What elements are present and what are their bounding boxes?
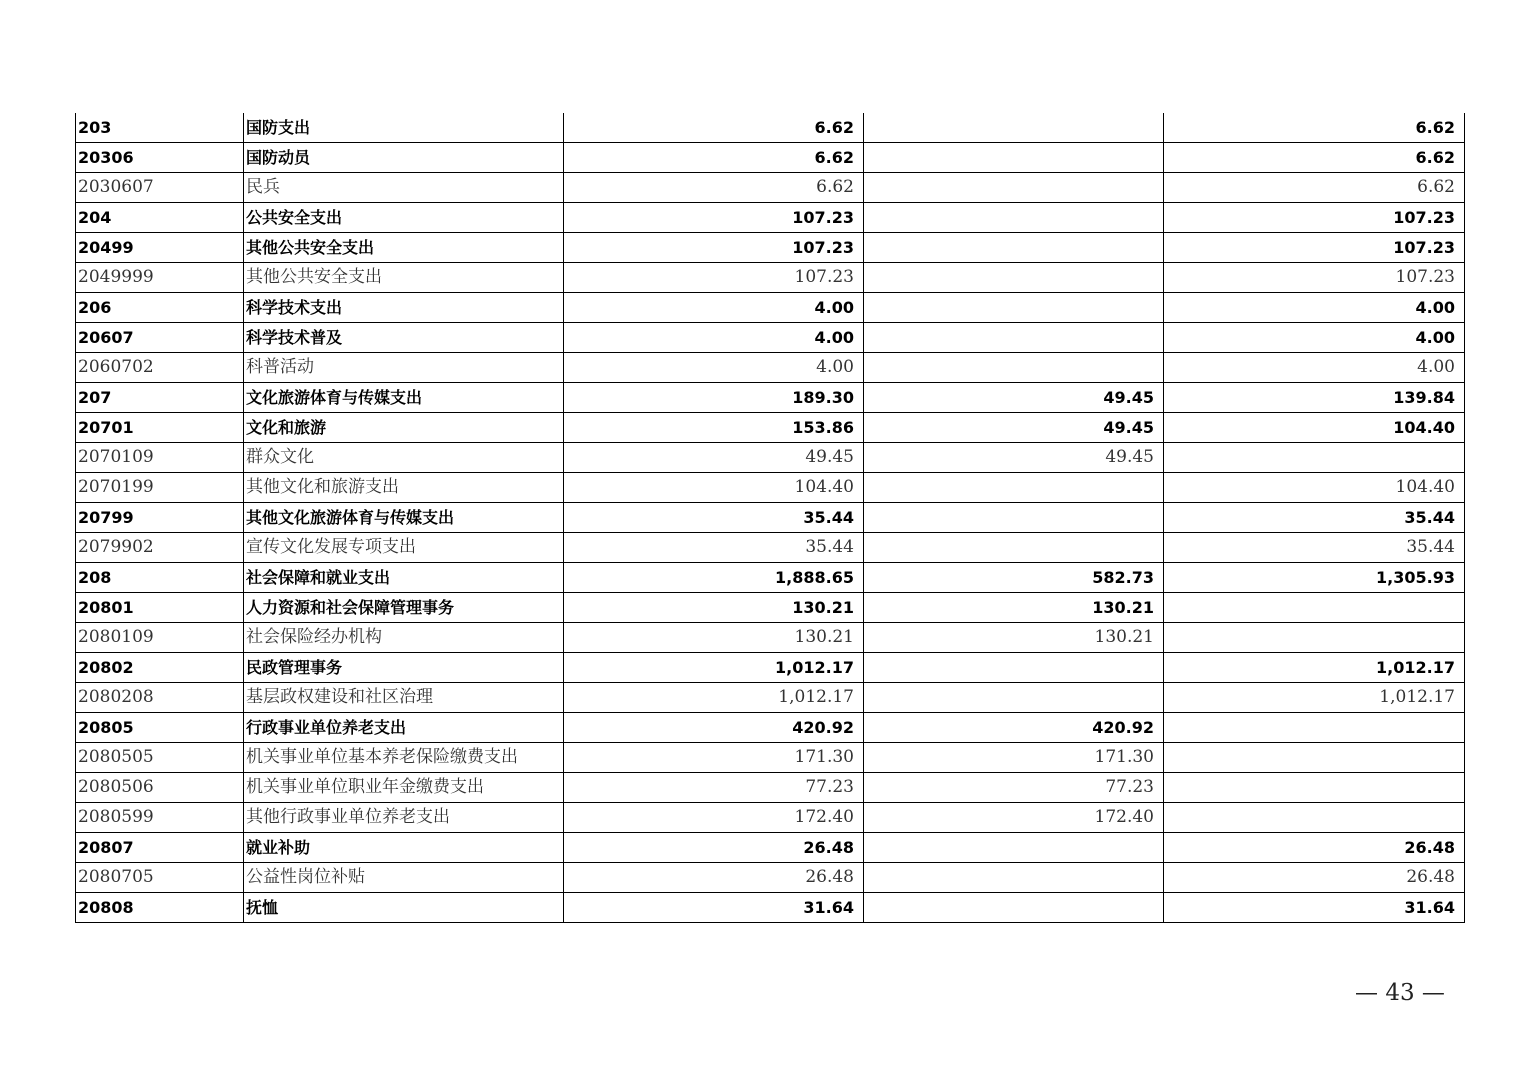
table-row bbox=[76, 593, 1465, 623]
cell-basic-expenditure: 77.23 bbox=[864, 773, 1164, 803]
cell-item-name: 国防动员 bbox=[244, 143, 564, 173]
cell-basic-expenditure bbox=[864, 113, 1164, 143]
cell-basic-expenditure bbox=[864, 503, 1164, 533]
table-row bbox=[76, 173, 1465, 203]
cell-total: 6.62 bbox=[564, 173, 864, 203]
cell-project-expenditure: 139.84 bbox=[1164, 383, 1465, 413]
cell-basic-expenditure bbox=[864, 653, 1164, 683]
cell-project-expenditure: 1,012.17 bbox=[1164, 653, 1465, 683]
cell-item-name: 机关事业单位职业年金缴费支出 bbox=[244, 773, 564, 803]
cell-item-name: 公共安全支出 bbox=[244, 203, 564, 233]
cell-project-expenditure: 4.00 bbox=[1164, 293, 1465, 323]
cell-total: 4.00 bbox=[564, 353, 864, 383]
table-row bbox=[76, 833, 1465, 863]
table-row bbox=[76, 503, 1465, 533]
table-row bbox=[76, 563, 1465, 593]
cell-basic-expenditure bbox=[864, 173, 1164, 203]
table-row bbox=[76, 473, 1465, 503]
cell-project-expenditure: 107.23 bbox=[1164, 233, 1465, 263]
cell-item-name: 民政管理事务 bbox=[244, 653, 564, 683]
page-number: — 43 — bbox=[1355, 980, 1445, 1006]
cell-item-name: 其他公共安全支出 bbox=[244, 233, 564, 263]
cell-code: 20805 bbox=[76, 713, 244, 743]
cell-item-name: 其他文化和旅游支出 bbox=[244, 473, 564, 503]
table-row bbox=[76, 143, 1465, 173]
table-row bbox=[76, 683, 1465, 713]
cell-item-name: 科普活动 bbox=[244, 353, 564, 383]
cell-basic-expenditure: 420.92 bbox=[864, 713, 1164, 743]
cell-item-name: 其他行政事业单位养老支出 bbox=[244, 803, 564, 833]
cell-item-name: 机关事业单位基本养老保险缴费支出 bbox=[244, 743, 564, 773]
table-row bbox=[76, 803, 1465, 833]
cell-basic-expenditure bbox=[864, 143, 1164, 173]
cell-item-name: 其他文化旅游体育与传媒支出 bbox=[244, 503, 564, 533]
cell-total: 31.64 bbox=[564, 893, 864, 923]
cell-project-expenditure bbox=[1164, 773, 1465, 803]
cell-basic-expenditure bbox=[864, 683, 1164, 713]
table-row bbox=[76, 773, 1465, 803]
cell-basic-expenditure bbox=[864, 863, 1164, 893]
cell-basic-expenditure bbox=[864, 893, 1164, 923]
cell-basic-expenditure: 130.21 bbox=[864, 623, 1164, 653]
cell-code: 2080506 bbox=[76, 773, 244, 803]
cell-code: 20701 bbox=[76, 413, 244, 443]
cell-total: 77.23 bbox=[564, 773, 864, 803]
cell-total: 6.62 bbox=[564, 113, 864, 143]
cell-total: 172.40 bbox=[564, 803, 864, 833]
cell-project-expenditure: 6.62 bbox=[1164, 143, 1465, 173]
cell-item-name: 抚恤 bbox=[244, 893, 564, 923]
cell-code: 2049999 bbox=[76, 263, 244, 293]
cell-code: 2080705 bbox=[76, 863, 244, 893]
cell-total: 107.23 bbox=[564, 263, 864, 293]
cell-code: 20801 bbox=[76, 593, 244, 623]
cell-basic-expenditure: 49.45 bbox=[864, 413, 1164, 443]
cell-basic-expenditure: 49.45 bbox=[864, 443, 1164, 473]
cell-total: 35.44 bbox=[564, 533, 864, 563]
cell-project-expenditure: 6.62 bbox=[1164, 113, 1465, 143]
cell-total: 4.00 bbox=[564, 323, 864, 353]
cell-basic-expenditure: 130.21 bbox=[864, 593, 1164, 623]
cell-item-name: 社会保障和就业支出 bbox=[244, 563, 564, 593]
cell-item-name: 民兵 bbox=[244, 173, 564, 203]
table-body bbox=[76, 113, 1465, 923]
cell-project-expenditure bbox=[1164, 593, 1465, 623]
cell-project-expenditure: 4.00 bbox=[1164, 323, 1465, 353]
table-row bbox=[76, 743, 1465, 773]
cell-code: 20802 bbox=[76, 653, 244, 683]
cell-project-expenditure: 107.23 bbox=[1164, 263, 1465, 293]
cell-basic-expenditure bbox=[864, 233, 1164, 263]
table-row bbox=[76, 443, 1465, 473]
cell-total: 104.40 bbox=[564, 473, 864, 503]
cell-total: 6.62 bbox=[564, 143, 864, 173]
cell-total: 107.23 bbox=[564, 233, 864, 263]
table-row bbox=[76, 323, 1465, 353]
cell-total: 107.23 bbox=[564, 203, 864, 233]
cell-project-expenditure: 104.40 bbox=[1164, 473, 1465, 503]
cell-basic-expenditure bbox=[864, 833, 1164, 863]
cell-project-expenditure bbox=[1164, 443, 1465, 473]
cell-item-name: 文化旅游体育与传媒支出 bbox=[244, 383, 564, 413]
cell-code: 204 bbox=[76, 203, 244, 233]
cell-item-name: 宣传文化发展专项支出 bbox=[244, 533, 564, 563]
cell-total: 153.86 bbox=[564, 413, 864, 443]
cell-total: 35.44 bbox=[564, 503, 864, 533]
cell-project-expenditure: 35.44 bbox=[1164, 503, 1465, 533]
cell-item-name: 国防支出 bbox=[244, 113, 564, 143]
cell-project-expenditure bbox=[1164, 623, 1465, 653]
cell-total: 1,012.17 bbox=[564, 653, 864, 683]
cell-basic-expenditure: 172.40 bbox=[864, 803, 1164, 833]
cell-item-name: 文化和旅游 bbox=[244, 413, 564, 443]
cell-item-name: 行政事业单位养老支出 bbox=[244, 713, 564, 743]
budget-expenditure-table bbox=[75, 113, 1465, 923]
cell-project-expenditure bbox=[1164, 743, 1465, 773]
cell-code: 207 bbox=[76, 383, 244, 413]
cell-total: 171.30 bbox=[564, 743, 864, 773]
cell-basic-expenditure bbox=[864, 293, 1164, 323]
cell-project-expenditure: 1,305.93 bbox=[1164, 563, 1465, 593]
cell-project-expenditure bbox=[1164, 803, 1465, 833]
cell-code: 2080505 bbox=[76, 743, 244, 773]
cell-code: 206 bbox=[76, 293, 244, 323]
cell-code: 208 bbox=[76, 563, 244, 593]
cell-basic-expenditure bbox=[864, 473, 1164, 503]
cell-total: 1,012.17 bbox=[564, 683, 864, 713]
cell-project-expenditure: 1,012.17 bbox=[1164, 683, 1465, 713]
cell-code: 2070109 bbox=[76, 443, 244, 473]
cell-basic-expenditure bbox=[864, 533, 1164, 563]
cell-code: 2060702 bbox=[76, 353, 244, 383]
cell-code: 2079902 bbox=[76, 533, 244, 563]
cell-code: 2030607 bbox=[76, 173, 244, 203]
cell-code: 203 bbox=[76, 113, 244, 143]
table-row bbox=[76, 293, 1465, 323]
cell-project-expenditure: 26.48 bbox=[1164, 833, 1465, 863]
cell-project-expenditure: 6.62 bbox=[1164, 173, 1465, 203]
cell-basic-expenditure bbox=[864, 203, 1164, 233]
cell-total: 4.00 bbox=[564, 293, 864, 323]
cell-total: 26.48 bbox=[564, 863, 864, 893]
table-row bbox=[76, 353, 1465, 383]
cell-total: 26.48 bbox=[564, 833, 864, 863]
table-row bbox=[76, 203, 1465, 233]
cell-item-name: 社会保险经办机构 bbox=[244, 623, 564, 653]
cell-total: 49.45 bbox=[564, 443, 864, 473]
cell-project-expenditure: 104.40 bbox=[1164, 413, 1465, 443]
table-row bbox=[76, 713, 1465, 743]
cell-basic-expenditure: 49.45 bbox=[864, 383, 1164, 413]
cell-code: 2080109 bbox=[76, 623, 244, 653]
cell-code: 20607 bbox=[76, 323, 244, 353]
cell-basic-expenditure bbox=[864, 353, 1164, 383]
cell-item-name: 群众文化 bbox=[244, 443, 564, 473]
cell-project-expenditure: 35.44 bbox=[1164, 533, 1465, 563]
cell-project-expenditure bbox=[1164, 713, 1465, 743]
table-row bbox=[76, 623, 1465, 653]
table-row bbox=[76, 413, 1465, 443]
cell-project-expenditure: 107.23 bbox=[1164, 203, 1465, 233]
cell-total: 420.92 bbox=[564, 713, 864, 743]
cell-basic-expenditure bbox=[864, 263, 1164, 293]
cell-item-name: 公益性岗位补贴 bbox=[244, 863, 564, 893]
cell-code: 2080208 bbox=[76, 683, 244, 713]
cell-code: 2070199 bbox=[76, 473, 244, 503]
cell-item-name: 科学技术普及 bbox=[244, 323, 564, 353]
table-row bbox=[76, 863, 1465, 893]
cell-total: 130.21 bbox=[564, 623, 864, 653]
cell-item-name: 科学技术支出 bbox=[244, 293, 564, 323]
table-row bbox=[76, 893, 1465, 923]
cell-basic-expenditure bbox=[864, 323, 1164, 353]
table-row bbox=[76, 653, 1465, 683]
cell-code: 20499 bbox=[76, 233, 244, 263]
table-row bbox=[76, 113, 1465, 143]
cell-code: 20799 bbox=[76, 503, 244, 533]
cell-item-name: 其他公共安全支出 bbox=[244, 263, 564, 293]
cell-project-expenditure: 4.00 bbox=[1164, 353, 1465, 383]
table-row bbox=[76, 383, 1465, 413]
cell-basic-expenditure: 582.73 bbox=[864, 563, 1164, 593]
table-row bbox=[76, 233, 1465, 263]
table-row bbox=[76, 533, 1465, 563]
cell-total: 130.21 bbox=[564, 593, 864, 623]
cell-code: 2080599 bbox=[76, 803, 244, 833]
cell-item-name: 基层政权建设和社区治理 bbox=[244, 683, 564, 713]
cell-item-name: 就业补助 bbox=[244, 833, 564, 863]
cell-code: 20808 bbox=[76, 893, 244, 923]
cell-code: 20807 bbox=[76, 833, 244, 863]
cell-project-expenditure: 26.48 bbox=[1164, 863, 1465, 893]
cell-project-expenditure: 31.64 bbox=[1164, 893, 1465, 923]
table-row bbox=[76, 263, 1465, 293]
cell-basic-expenditure: 171.30 bbox=[864, 743, 1164, 773]
cell-code: 20306 bbox=[76, 143, 244, 173]
cell-total: 1,888.65 bbox=[564, 563, 864, 593]
cell-item-name: 人力资源和社会保障管理事务 bbox=[244, 593, 564, 623]
cell-total: 189.30 bbox=[564, 383, 864, 413]
